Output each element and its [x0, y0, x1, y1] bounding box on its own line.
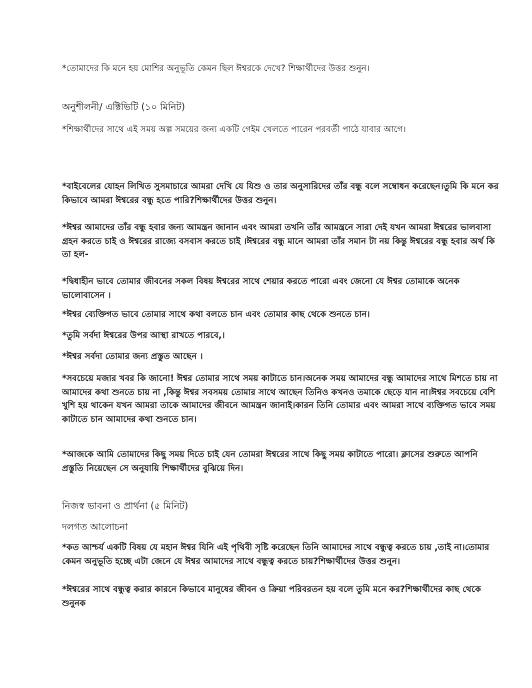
discussion-question-life-change: *ঈশ্বরের সাথে বন্ধুত্ব করার কারনে কিভাবে মানুষের জীবন ও ক্রিয়া পরিবরতন হয় বলে তুমি মনে কর?শিক্ষার্থীদের কাছ থেকে শুনুনক — [62, 585, 481, 609]
paragraph-invitation: *ঈশ্বর আমাদের তাঁর বন্ধু হবার জন্য আমন্ত্রন জানান এবং আমরা তখনি তাঁর আমন্ত্রনে সারা দেই যখন আমরা ঈশ্বরের ভালবাসা গ্রহন করতে চাই ও ঈশ্বরের রাজ্যে বসবাস করতে চাই ।ঈশ্বরের বন্ধু মানে আমরা তাঁর সমান টা নয় কিন্তু ঈশ্বরের বন্ধু হবার অর্থ কি তা হল- — [62, 223, 495, 261]
section-heading-activity: অনুশীলনী/ এক্টিভিটি (১০ মিনিট) — [62, 102, 186, 113]
section-heading-group-discussion: দলগত আলোচনা — [62, 522, 128, 533]
section-heading-reflection-prayer: নিজস্ব ভাবনা ও প্রার্থনা (৫ মিনিট) — [62, 501, 189, 512]
point-trust-god: *তুমি সর্বদা ঈশ্বরের উপর আস্থা রাখতে পারবে,। — [62, 331, 225, 341]
point-god-ready: *ঈশ্বর সর্বদা তোমার জন্য প্রস্তুত আছেন । — [62, 352, 203, 362]
point-god-speaks: *ঈশ্বর ব্যেক্তিগত ভাবে তোমার সাথে কথা বলতে চান এবং তোমার কাছ থেকে শুনতে চান। — [62, 310, 370, 320]
discussion-question-friendship: *কত আশ্চর্য একটি বিষয় যে মহান ঈশ্বর যিনি এই পৃথিবী সৃষ্টি করেছেন তিনি আমাদের সাথে বন্ধুত্ব করতে চায় ,তাই না।তোমার কেমন অনুভূতি হচ্ছে এটা জেনে যে ঈশ্বর আমাদের সাথে বন্ধুত্ব করতে চায়?শিক্ষার্থীদের উত্তর শুনুন। — [62, 543, 490, 567]
point-share-life: *দ্বিধাহীন ভাবে তোমার জীবনের সকল বিষয় ঈশ্বরের সাথে শেয়ার করতে পারো এবং জেনো যে ঈশ্বর তোমাকে অনেক ভালোবাসেন । — [62, 277, 460, 301]
question-moses-feeling: *তোমাদের কি মনে হয় মোশির অনুভূতি কেমন ছিল ঈশ্বরকে দেখে? শিক্ষার্থীদের উত্তর শুনুন। — [62, 64, 370, 74]
paragraph-friends-of-god: *বাইবেলের যোহন লিখিত সুসমাচারে আমরা দেখি যে যিশু ও তার অনুসারিদের তাঁর বন্ধু বলে সম্বোধন করেছেন।তুমি কি মনে কর কিভাবে আমরা ঈশ্বরের বন্ধু হতে পারি?শিক্ষার্থীদের উত্তর শুনুন। — [62, 182, 499, 206]
paragraph-spend-time: *সবচেয়ে মজার খবর কি জানো! ঈশ্বর তোমার সাথে সময় কাটাতে চান।অনেক সময় আমাদের বন্ধু আমাদের সাথে মিশতে চায় না আমাদের কথা শুনতে চায় না ,কিন্তু ঈশ্বর সবসময় তোমার সাথে আছেন তিনিও কখনও তমাকে ছেড়ে যান না।ঈশ্বর সবচেয়ে বেশি খুশি হয় থাকেন যখন আমরা তাকে আমাদের জীবনে আমন্ত্রন জানাই।কারন তিনি তোমার এবং আমরা সাথে ব্যক্তিগত ভাবে সময় কাটাতে চান আমাদের কথা শুনতে চান। — [62, 374, 498, 425]
activity-instruction: *শিক্ষার্থীদের সাথে এই সময় অল্প সময়ের জন্য একটি গেইম খেলতে পারেন পরবর্তী পাঠে যাবার আগে। — [62, 125, 406, 135]
paragraph-today-time: *আজকে আমি তোমাদের কিছু সময় দিতে চাই যেন তোমরা ঈশ্বরের সাথে কিছু সময় কাটাতে পারো। ক্লাসের শুরুতে আপনি প্রস্তুতি নিয়েছেন সে অনুযায়ি শিক্ষার্থীদের বুঝিয়ে দিন। — [62, 450, 478, 474]
